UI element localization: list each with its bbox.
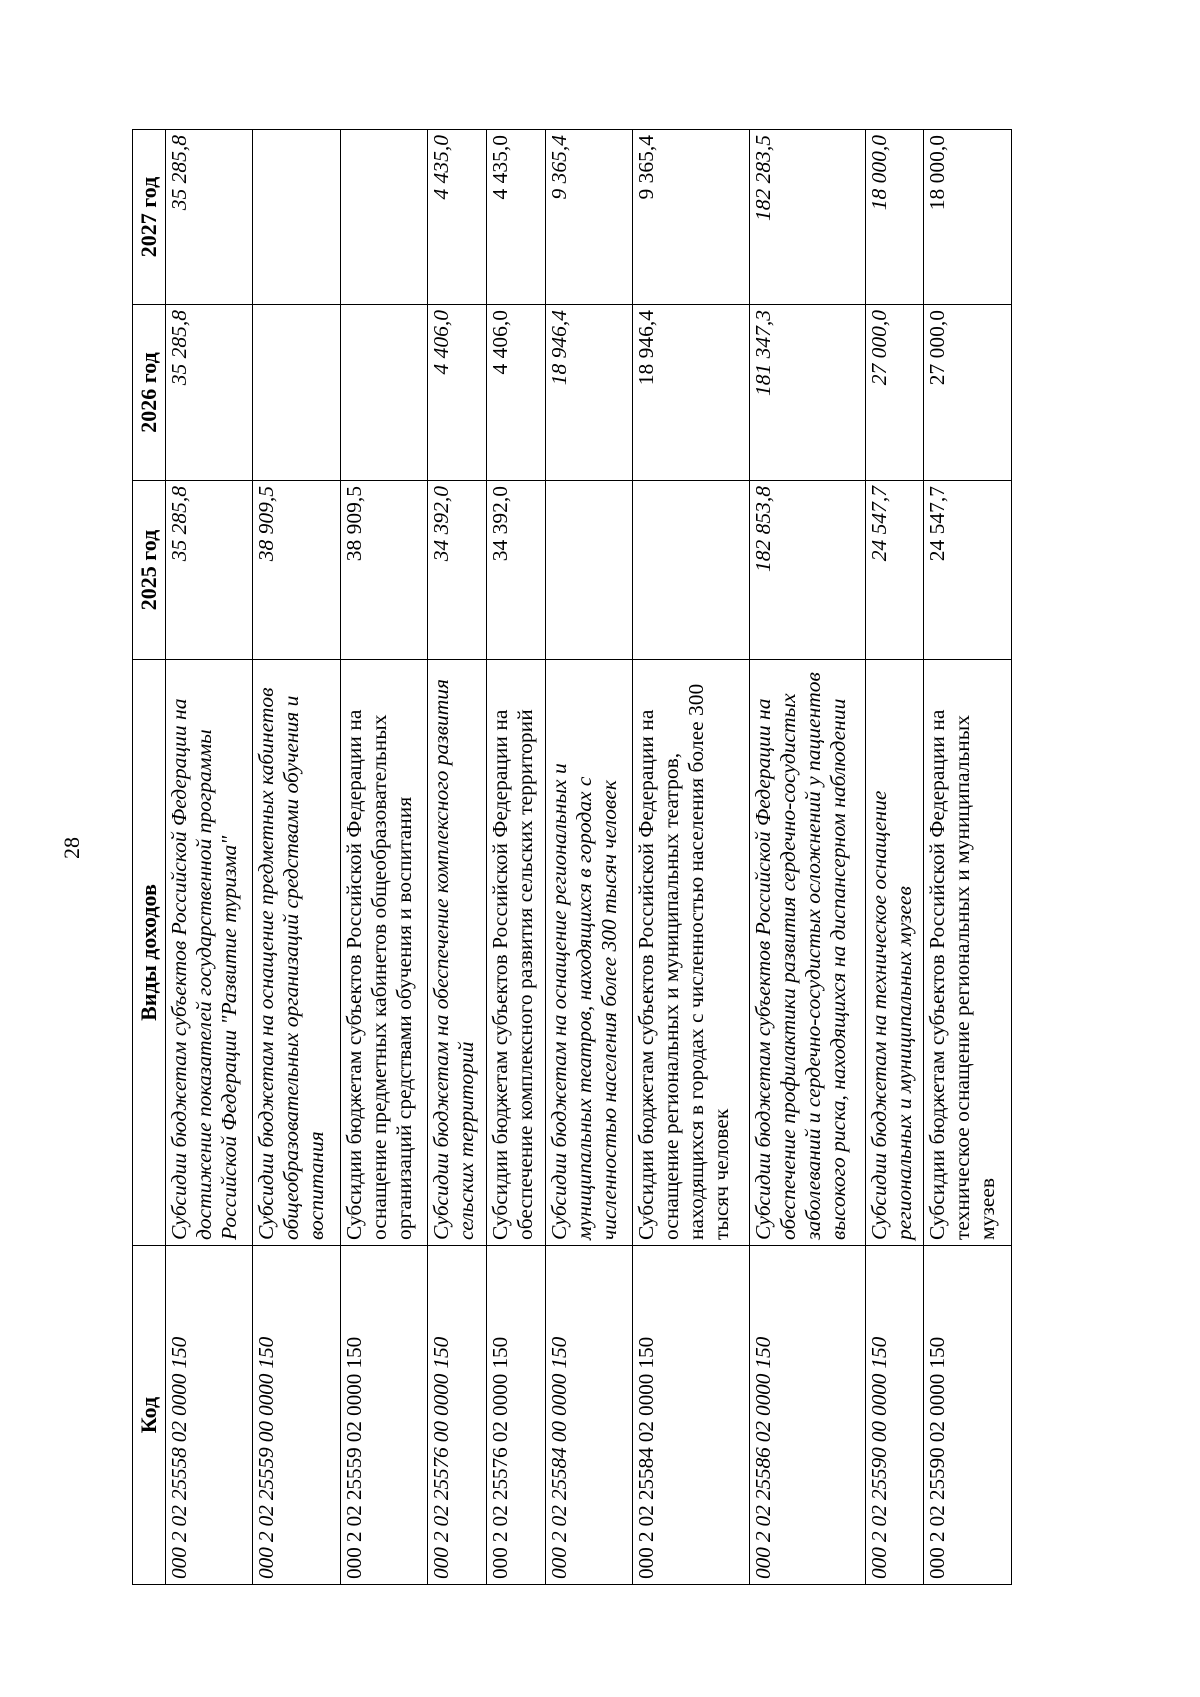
description-cell: Субсидии бюджетам на оснащение региональных и муниципальных театров, находящихся в городах с численностью населения более 300 тысяч человек <box>545 660 632 1246</box>
code-cell: 000 2 02 25584 02 0000 150 <box>633 1246 749 1585</box>
table-row <box>428 130 487 1585</box>
header-2026: 2026 год <box>133 305 166 481</box>
value-2025-cell: 35 285,8 <box>166 481 253 660</box>
value-2025-cell: 182 853,8 <box>749 481 865 660</box>
value-2026-cell <box>253 305 340 481</box>
table-row <box>340 130 427 1585</box>
rotated-table-container <box>132 130 1012 1585</box>
page-number: 28 <box>59 837 84 859</box>
value-2027-cell: 9 365,4 <box>633 130 749 305</box>
table-row <box>545 130 632 1585</box>
code-cell: 000 2 02 25584 00 0000 150 <box>545 1246 632 1585</box>
code-cell: 000 2 02 25586 02 0000 150 <box>749 1246 865 1585</box>
value-2027-cell: 182 283,5 <box>749 130 865 305</box>
value-2027-cell: 4 435,0 <box>487 130 546 305</box>
code-cell: 000 2 02 25590 02 0000 150 <box>924 1246 1012 1585</box>
table-row <box>865 130 924 1585</box>
value-2025-cell: 38 909,5 <box>340 481 427 660</box>
code-cell: 000 2 02 25590 00 0000 150 <box>865 1246 924 1585</box>
value-2026-cell: 181 347,3 <box>749 305 865 481</box>
table-row <box>487 130 546 1585</box>
value-2026-cell: 18 946,4 <box>633 305 749 481</box>
table-row <box>749 130 865 1585</box>
value-2025-cell <box>545 481 632 660</box>
code-cell: 000 2 02 25576 00 0000 150 <box>428 1246 487 1585</box>
table-row <box>924 130 1012 1585</box>
value-2027-cell <box>340 130 427 305</box>
header-revenue-type: Виды доходов <box>133 660 166 1246</box>
value-2025-cell: 24 547,7 <box>865 481 924 660</box>
value-2026-cell: 27 000,0 <box>865 305 924 481</box>
header-code: Код <box>133 1246 166 1585</box>
code-cell: 000 2 02 25559 02 0000 150 <box>340 1246 427 1585</box>
value-2026-cell <box>340 305 427 481</box>
value-2026-cell: 4 406,0 <box>487 305 546 481</box>
code-cell: 000 2 02 25558 02 0000 150 <box>166 1246 253 1585</box>
value-2026-cell: 35 285,8 <box>166 305 253 481</box>
description-cell: Субсидии бюджетам на обеспечение комплексного развития сельских территорий <box>428 660 487 1246</box>
header-2027: 2027 год <box>133 130 166 305</box>
description-cell: Субсидии бюджетам на техническое оснащение региональных и муниципальных музеев <box>865 660 924 1246</box>
table-row <box>633 130 749 1585</box>
description-cell: Субсидии бюджетам субъектов Российской Федерации на оснащение предметных кабинетов общеобразовательных организаций средствами обучения и воспитания <box>340 660 427 1246</box>
code-cell: 000 2 02 25576 02 0000 150 <box>487 1246 546 1585</box>
table-row <box>253 130 340 1585</box>
value-2026-cell: 27 000,0 <box>924 305 1012 481</box>
value-2027-cell: 18 000,0 <box>865 130 924 305</box>
value-2027-cell: 9 365,4 <box>545 130 632 305</box>
value-2025-cell: 34 392,0 <box>487 481 546 660</box>
description-cell: Субсидии бюджетам субъектов Российской Федерации на техническое оснащение региональных и муниципальных музеев <box>924 660 1012 1246</box>
value-2027-cell: 4 435,0 <box>428 130 487 305</box>
table-rotation-wrapper <box>132 130 1012 1585</box>
revenue-table <box>132 129 1012 1585</box>
table-row <box>166 130 253 1585</box>
description-cell: Субсидии бюджетам субъектов Российской Федерации на обеспечение профилактики развития сердечно-сосудистых заболеваний и сердечно-сосудистых осложнений у пациентов высокого риска, находящихся на диспансерном наблюдении <box>749 660 865 1246</box>
value-2027-cell <box>253 130 340 305</box>
description-cell: Субсидии бюджетам субъектов Российской Федерации на обеспечение комплексного развития сельских территорий <box>487 660 546 1246</box>
value-2027-cell: 18 000,0 <box>924 130 1012 305</box>
description-cell: Субсидии бюджетам субъектов Российской Федерации на достижение показателей государственной программы Российской Федерации "Развитие туризма" <box>166 660 253 1246</box>
value-2026-cell: 4 406,0 <box>428 305 487 481</box>
value-2025-cell: 38 909,5 <box>253 481 340 660</box>
value-2025-cell: 34 392,0 <box>428 481 487 660</box>
value-2025-cell <box>633 481 749 660</box>
header-2025: 2025 год <box>133 481 166 660</box>
value-2025-cell: 24 547,7 <box>924 481 1012 660</box>
description-cell: Субсидии бюджетам на оснащение предметных кабинетов общеобразовательных организаций средствами обучения и воспитания <box>253 660 340 1246</box>
description-cell: Субсидии бюджетам субъектов Российской Федерации на оснащение региональных и муниципальных театров, находящихся в городах с численностью населения более 300 тысяч человек <box>633 660 749 1246</box>
value-2027-cell: 35 285,8 <box>166 130 253 305</box>
table-header-row <box>133 130 166 1585</box>
code-cell: 000 2 02 25559 00 0000 150 <box>253 1246 340 1585</box>
value-2026-cell: 18 946,4 <box>545 305 632 481</box>
